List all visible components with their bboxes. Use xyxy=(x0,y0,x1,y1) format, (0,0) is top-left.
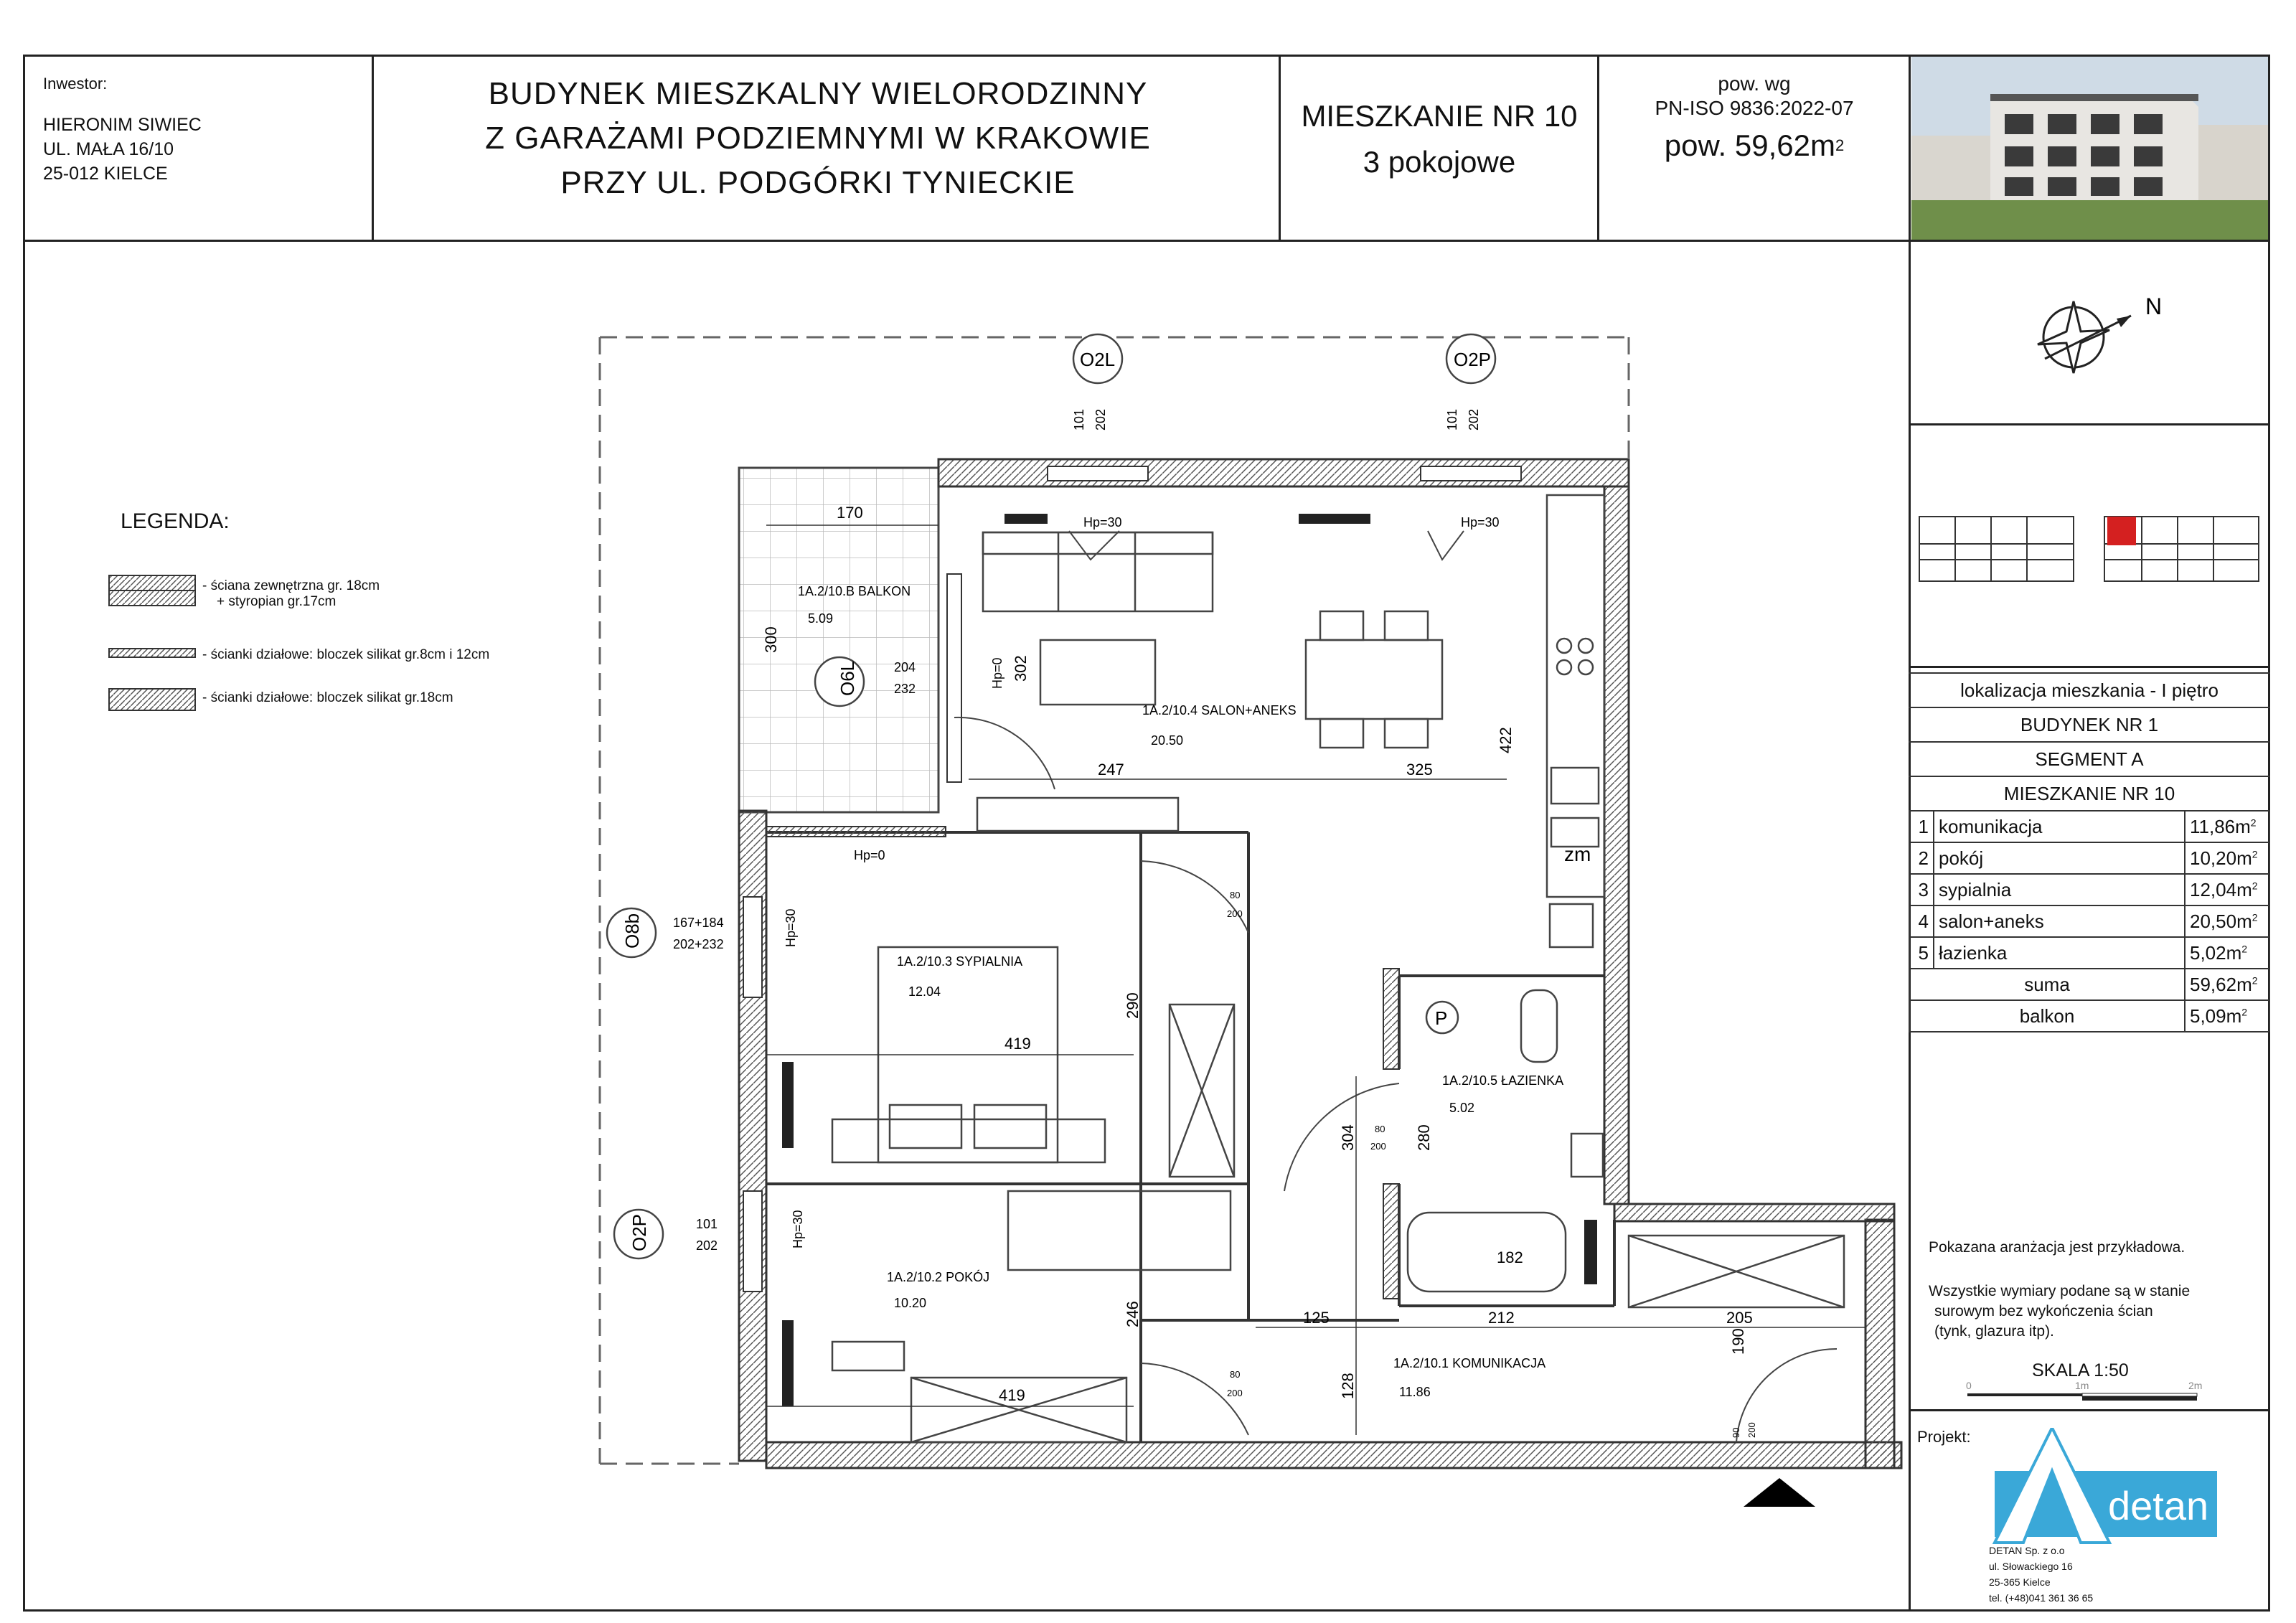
svg-text:Hp=30: Hp=30 xyxy=(791,1210,805,1248)
info-apartment: MIESZKANIE NR 10 xyxy=(1909,776,2270,810)
render-building-2 xyxy=(2198,125,2268,200)
room-lazienka: 1A.2/10.5 ŁAZIENKA xyxy=(1442,1073,1564,1088)
svg-text:80: 80 xyxy=(1230,1369,1241,1380)
room-balkon: 1A.2/10.B BALKON xyxy=(798,584,911,598)
svg-text:190: 190 xyxy=(1729,1328,1747,1355)
svg-text:20.50: 20.50 xyxy=(1151,733,1184,748)
svg-text:125: 125 xyxy=(1303,1309,1330,1327)
scale-label: SKALA 1:50 xyxy=(2032,1360,2129,1380)
svg-text:Hp=30: Hp=30 xyxy=(1083,515,1122,530)
svg-text:212: 212 xyxy=(1488,1309,1515,1327)
room-komunikacja: 1A.2/10.1 KOMUNIKACJA xyxy=(1393,1356,1546,1370)
svg-text:101: 101 xyxy=(1072,408,1086,431)
radiator xyxy=(782,1062,794,1148)
wardrobe xyxy=(1170,1005,1234,1177)
zm-label: zm xyxy=(1564,843,1591,865)
dining-table xyxy=(1306,611,1442,748)
svg-text:11.86: 11.86 xyxy=(1399,1385,1431,1399)
note-arrangement: Pokazana aranżacja jest przykładowa. xyxy=(1929,1239,2186,1256)
svg-text:Hp=0: Hp=0 xyxy=(854,848,885,862)
compass-north-label: N xyxy=(2145,293,2163,319)
svg-text:302: 302 xyxy=(1012,655,1030,682)
svg-text:202: 202 xyxy=(1467,408,1481,431)
hall-wardrobe xyxy=(1629,1236,1844,1307)
svg-text:419: 419 xyxy=(1004,1035,1031,1053)
scale-tick-2: 2m xyxy=(2188,1380,2203,1391)
svg-text:12.04: 12.04 xyxy=(908,984,941,999)
key-plan-segment-b xyxy=(1919,517,2074,581)
room-sypialnia: 1A.2/10.3 SYPIALNIA xyxy=(897,954,1023,969)
legend-item-2: - ścianki działowe: bloczek silikat gr.8cm i 12cm xyxy=(202,647,490,662)
detan-logo xyxy=(1980,1428,2239,1550)
scale-tick-0: 0 xyxy=(1966,1380,1972,1391)
svg-text:80: 80 xyxy=(1375,1124,1385,1134)
title-line-1: BUDYNEK MIESZKALNY WIELORODZINNY xyxy=(488,76,1148,111)
svg-text:Hp=30: Hp=30 xyxy=(1461,515,1500,530)
axis-o2p-left: O2P xyxy=(629,1213,650,1251)
project-label: Projekt: xyxy=(1917,1428,1971,1446)
info-table xyxy=(1909,672,2270,1032)
kitchen-counter xyxy=(1547,495,1604,897)
key-plan xyxy=(1912,502,2267,588)
rc-divider-1 xyxy=(1909,423,2270,425)
svg-text:5.02: 5.02 xyxy=(1449,1101,1475,1115)
area-sup: 2 xyxy=(1835,136,1845,154)
room-pokoj: 1A.2/10.2 POKÓJ xyxy=(887,1270,990,1284)
room-salon: 1A.2/10.4 SALON+ANEKS xyxy=(1142,703,1297,718)
svg-text:247: 247 xyxy=(1098,761,1124,778)
bathroom-fixtures xyxy=(1408,904,1603,1292)
sofa xyxy=(983,532,1213,611)
title-line-2: Z GARAŻAMI PODZIEMNYMI W KRAKOWIE xyxy=(485,121,1151,156)
tv-cabinet xyxy=(977,798,1178,831)
legend-item-1: - ściana zewnętrzna gr. 18cm + styropian gr.17cm xyxy=(202,578,380,609)
building-render-image xyxy=(1911,57,2268,240)
table-row: 5 łazienka $5,02m^2$ xyxy=(1909,937,2269,969)
apartment-number: MIESZKANIE NR 10 xyxy=(1301,99,1578,133)
rooms-table xyxy=(1909,810,2270,1032)
svg-text:200: 200 xyxy=(1746,1422,1757,1438)
partition-walls xyxy=(766,827,1399,1299)
render-roof xyxy=(1990,94,2198,101)
svg-text:202+232: 202+232 xyxy=(673,937,724,951)
table-row: suma $59,62m^2$ xyxy=(1909,969,2269,1000)
desk xyxy=(832,1191,1231,1442)
info-segment: SEGMENT A xyxy=(1909,741,2270,776)
table-row: 3 sypialnia $12,04m^2$ xyxy=(1909,874,2269,905)
table-row: 4 salon+aneks $20,50m^2$ xyxy=(1909,905,2269,937)
company-info: DETAN Sp. z o.o ul. Słowackiego 16 25-365 Kielce tel. (+48)041 361 36 65 xyxy=(1989,1545,2094,1604)
interior-walls xyxy=(766,832,1614,1442)
compass-icon xyxy=(2009,287,2167,402)
entrance-arrow-icon xyxy=(1744,1478,1815,1507)
svg-text:202: 202 xyxy=(696,1238,718,1253)
svg-text:90: 90 xyxy=(1731,1427,1741,1438)
apartment-rooms: 3 pokojowe xyxy=(1363,145,1516,179)
svg-text:182: 182 xyxy=(1497,1248,1523,1266)
svg-text:128: 128 xyxy=(1339,1373,1357,1399)
area-total: pow. 59,62m xyxy=(1664,128,1835,162)
legend-title: LEGENDA: xyxy=(121,509,230,533)
svg-text:101: 101 xyxy=(696,1217,718,1231)
legend-item-3: - ścianki działowe: bloczek silikat gr.18cm xyxy=(202,690,453,705)
svg-text:204: 204 xyxy=(894,660,916,674)
axis-o6l: O6L xyxy=(837,660,858,696)
radiator xyxy=(782,1320,794,1406)
svg-text:200: 200 xyxy=(1227,1388,1243,1398)
svg-text:200: 200 xyxy=(1370,1141,1386,1152)
svg-text:167+184: 167+184 xyxy=(673,916,724,930)
svg-text:101: 101 xyxy=(1445,408,1459,431)
svg-text:246: 246 xyxy=(1124,1301,1142,1327)
svg-text:Hp=0: Hp=0 xyxy=(990,657,1004,689)
logo-text: detan xyxy=(2108,1483,2209,1528)
svg-text:202: 202 xyxy=(1093,408,1108,431)
svg-text:170: 170 xyxy=(837,504,863,522)
svg-text:5.09: 5.09 xyxy=(808,611,834,626)
render-building-3 xyxy=(1911,136,1990,200)
svg-text:200: 200 xyxy=(1227,908,1243,919)
svg-text:304: 304 xyxy=(1339,1124,1357,1151)
svg-text:205: 205 xyxy=(1726,1309,1753,1327)
svg-text:300: 300 xyxy=(762,626,780,653)
table-row: 1 komunikacja $11,86m^2$ xyxy=(1909,811,2269,842)
svg-text:10.20: 10.20 xyxy=(894,1296,927,1310)
svg-text:325: 325 xyxy=(1406,761,1433,778)
investor-name: HIERONIM SIWIEC xyxy=(43,115,202,135)
scale-bar xyxy=(1966,1378,2210,1406)
svg-text:Hp=30: Hp=30 xyxy=(784,908,798,947)
info-building: BUDYNEK NR 1 xyxy=(1909,707,2270,741)
area-norm-1: pow. wg xyxy=(1718,72,1791,95)
coffee-table xyxy=(1040,640,1155,705)
key-plan-highlight xyxy=(2107,517,2136,545)
note-dimensions: Wszystkie wymiary podane są w stanie surowym bez wykończenia ścian (tynk, glazura itp). xyxy=(1929,1283,2191,1340)
radiator xyxy=(1584,1220,1597,1284)
rc-divider-3 xyxy=(1909,1409,2270,1411)
svg-text:80: 80 xyxy=(1230,890,1241,900)
info-location: lokalizacja mieszkania - I piętro xyxy=(1909,672,2270,707)
axis-o2l-top: O2L xyxy=(1080,349,1116,370)
axis-o2p-top: O2P xyxy=(1454,349,1492,370)
svg-text:422: 422 xyxy=(1497,727,1515,753)
svg-text:280: 280 xyxy=(1415,1124,1433,1151)
title-line-3: PRZY UL. PODGÓRKI TYNIECKIE xyxy=(560,165,1076,200)
table-row: balkon $5,09m^2$ xyxy=(1909,1000,2269,1032)
p-label: P xyxy=(1435,1007,1448,1029)
investor-city: 25-012 KIELCE xyxy=(43,164,168,184)
table-row: 2 pokój $10,20m^2$ xyxy=(1909,842,2269,874)
svg-text:290: 290 xyxy=(1124,992,1142,1019)
svg-text:232: 232 xyxy=(894,682,916,696)
axis-o8b: O8b xyxy=(621,913,643,949)
investor-label: Inwestor: xyxy=(43,75,108,93)
area-norm-2: PN-ISO 9836:2022-07 xyxy=(1655,97,1854,119)
radiator xyxy=(1299,514,1370,524)
rc-divider-2 xyxy=(1909,666,2270,668)
scale-tick-1: 1m xyxy=(2075,1380,2089,1391)
radiator xyxy=(1004,514,1048,524)
investor-street: UL. MAŁA 16/10 xyxy=(43,139,174,159)
svg-text:419: 419 xyxy=(999,1386,1025,1404)
